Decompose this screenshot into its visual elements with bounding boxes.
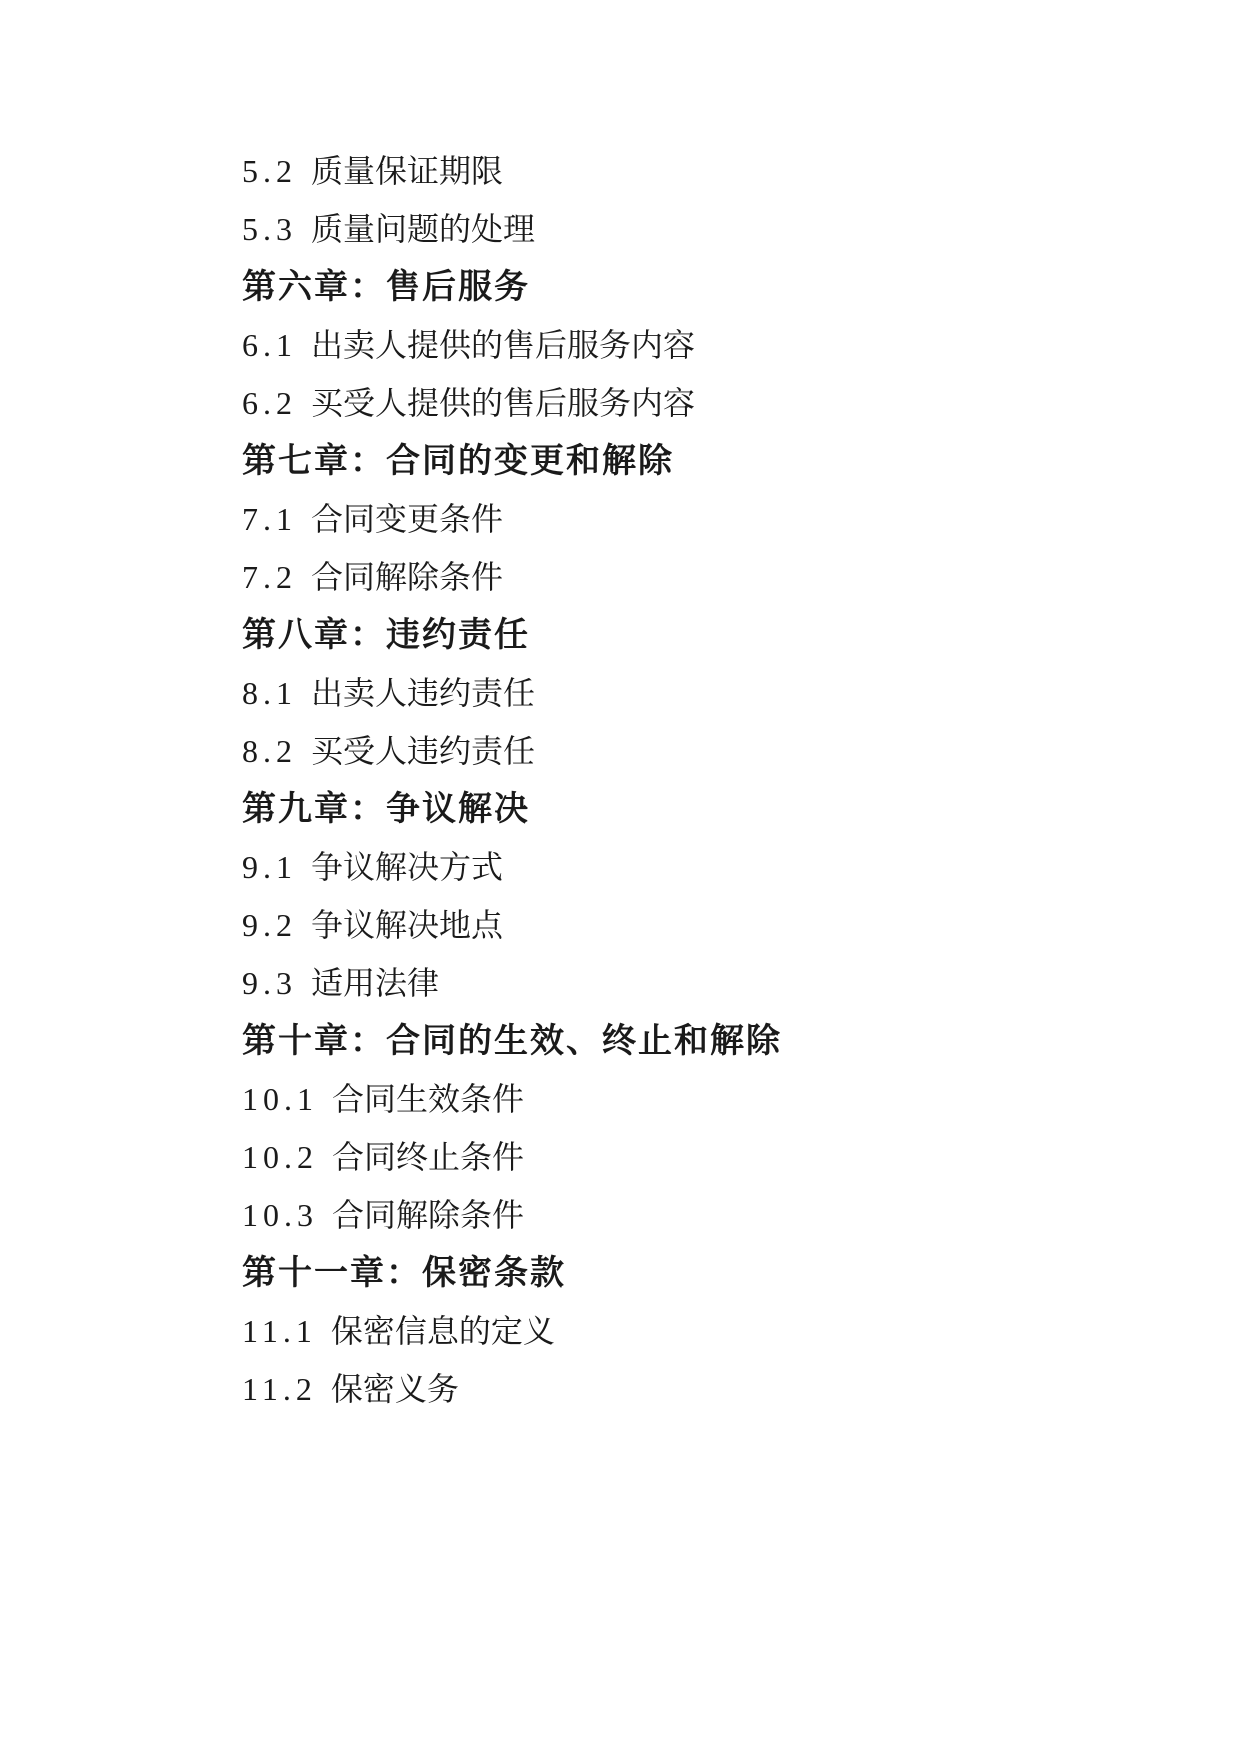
chapter-heading <box>242 1244 1140 1302</box>
toc-item-label: 出卖人违约责任 <box>311 675 536 711</box>
toc-item <box>242 1070 1140 1128</box>
toc-item-label: 买受人违约责任 <box>311 733 536 769</box>
toc-item-label: 保密义务 <box>330 1371 459 1407</box>
toc-item <box>242 200 1140 258</box>
chapter-heading-label: 第八章：违约责任 <box>242 616 530 654</box>
toc-item-number: 10.2 <box>242 1139 318 1175</box>
toc-item-number: 9.2 <box>242 907 297 943</box>
toc-item-label: 合同生效条件 <box>332 1081 525 1117</box>
toc-item <box>242 1302 1140 1360</box>
toc-item <box>242 1186 1140 1244</box>
toc-item-label: 合同终止条件 <box>332 1139 525 1175</box>
toc-item-label: 合同解除条件 <box>311 559 504 595</box>
toc-item <box>242 896 1140 954</box>
chapter-heading-label: 第七章：合同的变更和解除 <box>242 442 674 480</box>
chapter-heading <box>242 258 1140 316</box>
toc-item <box>242 1128 1140 1186</box>
toc-item-label: 合同变更条件 <box>311 501 504 537</box>
toc-item-number: 11.2 <box>242 1371 317 1407</box>
chapter-heading-label: 第六章：售后服务 <box>242 268 530 306</box>
toc-item-number: 7.1 <box>242 501 297 537</box>
toc-item <box>242 1360 1140 1418</box>
toc-item <box>242 664 1140 722</box>
toc-item <box>242 490 1140 548</box>
toc-item <box>242 722 1140 780</box>
toc-item <box>242 374 1140 432</box>
toc-item-label: 适用法律 <box>311 965 440 1001</box>
chapter-heading <box>242 1012 1140 1070</box>
toc-item-number: 9.3 <box>242 965 297 1001</box>
toc-item-label: 争议解决方式 <box>311 849 504 885</box>
toc-item-number: 8.2 <box>242 733 297 769</box>
chapter-heading <box>242 432 1140 490</box>
toc-item-number: 5.3 <box>242 211 297 247</box>
toc-item-number: 9.1 <box>242 849 297 885</box>
chapter-heading <box>242 780 1140 838</box>
toc-item-label: 质量保证期限 <box>311 153 504 189</box>
chapter-heading-label: 第十一章：保密条款 <box>242 1254 566 1292</box>
toc-item-label: 出卖人提供的售后服务内容 <box>311 327 696 363</box>
toc-item-number: 6.1 <box>242 327 297 363</box>
table-of-contents <box>242 142 1140 1418</box>
chapter-heading-label: 第十章：合同的生效、终止和解除 <box>242 1022 782 1060</box>
toc-item-number: 10.1 <box>242 1081 318 1117</box>
toc-item-label: 买受人提供的售后服务内容 <box>311 385 696 421</box>
toc-item-number: 8.1 <box>242 675 297 711</box>
chapter-heading-label: 第九章：争议解决 <box>242 790 530 828</box>
toc-item-label: 质量问题的处理 <box>311 211 536 247</box>
toc-item-number: 7.2 <box>242 559 297 595</box>
toc-item-number: 10.3 <box>242 1197 318 1233</box>
toc-item <box>242 548 1140 606</box>
toc-item-number: 6.2 <box>242 385 297 421</box>
toc-item-number: 5.2 <box>242 153 297 189</box>
toc-item-label: 保密信息的定义 <box>330 1313 555 1349</box>
toc-item <box>242 954 1140 1012</box>
toc-item <box>242 142 1140 200</box>
toc-item-label: 争议解决地点 <box>311 907 504 943</box>
toc-item <box>242 838 1140 896</box>
toc-item-number: 11.1 <box>242 1313 317 1349</box>
toc-item <box>242 316 1140 374</box>
chapter-heading <box>242 606 1140 664</box>
toc-item-label: 合同解除条件 <box>332 1197 525 1233</box>
